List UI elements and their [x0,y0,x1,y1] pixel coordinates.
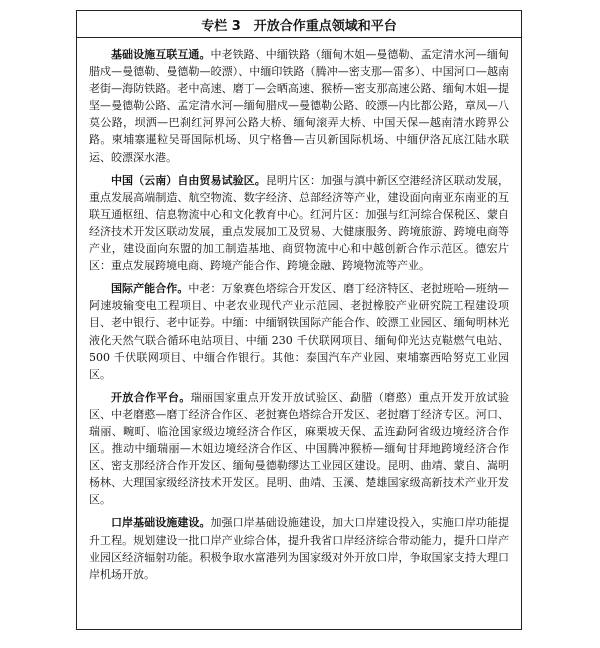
box-title: 专栏 3 开放合作重点领域和平台 [77,11,521,38]
section-lead: 基础设施互联互通。 [111,48,211,61]
column-box [76,10,522,630]
section-text: 昆明片区：加强与滇中新区空港经济区联动发展，重点发展高端制造、航空物流、数字经济、总部经济等产业，建设面向南亚东南亚的互联互通枢纽、信息物流中心和文化教育中心。红河片区：加强与红河综合保税区、蒙自经济技术开发区联动发展，重点发展加工及贸易、大健康服务、跨境旅游、跨境电商等产业，建设面向东盟的加工制造基地、商贸物流中心和中越创新合作示范区。德宏片区：重点发展跨境电商、跨境产能合作、跨境金融、跨境物流等产业。 [89,173,510,273]
section-infrastructure [89,46,509,166]
section-free-trade-zone [89,172,509,275]
section-text: 中老铁路、中缅铁路（缅甸木姐—曼德勒、孟定清水河—缅甸腊戍—曼德勒、曼德勒—皎漂）、中缅印铁路（腾冲—密支那—雷多）、中国河口—越南老街—海防铁路。老中高速、磨丁—会晒高速、猴桥—密支那高速公路、缅甸木姐—提坚—曼德勒公路、孟定清水河—缅甸腊戍—曼德勒公路、皎漂—内比都公路，章凤—八莫公路，坝洒—巴刹红河界河公路大桥、缅甸滚弄大桥、中国天保—越南清水跨界公路。柬埔寨暹粒吴哥国际机场、贝宁格鲁—吉贝新国际机场、中缅伊洛瓦底江陆水联运、皎漂深水港。 [89,48,509,164]
section-text: 中老：万象赛色塔综合开发区、磨丁经济特区、老挝班哈—班纳—阿速坡输变电工程项目、中老农业现代产业示范园、老挝橡胶产业研究院工程建设项目、老中银行、老中证券。中缅：中缅钢铁国际产能合作、皎漂工业园区、缅甸明林光液化天然气联合循环电站项目、中缅 230 千伏联网项目、缅甸仰光达克鞑燃气电站、500 千伏联网项目、中缅合作银行。其他：泰国汽车产业园、柬埔寨西哈努克工业园区。 [89,282,510,381]
section-text: 瑞丽国家重点开发开放试验区、勐腊（磨憨）重点开发开放试验区、中老磨憨—磨丁经济合作区、老挝赛色塔综合开发区、老挝磨丁经济专区。河口、瑞丽、畹町、临沧国家级边境经济合作区，麻栗坡天保、孟连勐阿省级边境经济合作区。推动中缅瑞丽—木姐边境经济合作区、中国腾冲猴桥—缅甸甘拜地跨境经济合作区、密支那经济合作开发区、缅甸曼德勒缪达工业园区建设。昆明、曲靖、蒙自、嵩明杨林、大理国家级经济技术开发区。昆明、曲靖、玉溪、楚雄国家级高新技术产业开发区。 [89,390,510,507]
box-body [77,38,521,583]
section-lead: 口岸基础设施建设。 [111,516,211,530]
section-lead: 中国（云南）自由贸易试验区。 [111,173,266,187]
section-port-infrastructure [89,514,509,582]
section-capacity-cooperation [89,280,509,383]
section-lead: 国际产能合作。 [111,282,189,296]
section-text: 加强口岸基础设施建设，加大口岸建设投入，实施口岸功能提升工程。规划建设一批口岸产业综合体，提升我省口岸经济综合带动能力，提升口岸产业园区经济辐射功能。积极争取水富港列为国家级对外开放口岸，争取国家支持大理口岸机场开放。 [89,516,509,581]
section-open-platforms [89,389,509,509]
section-lead: 开放合作平台。 [111,390,191,404]
